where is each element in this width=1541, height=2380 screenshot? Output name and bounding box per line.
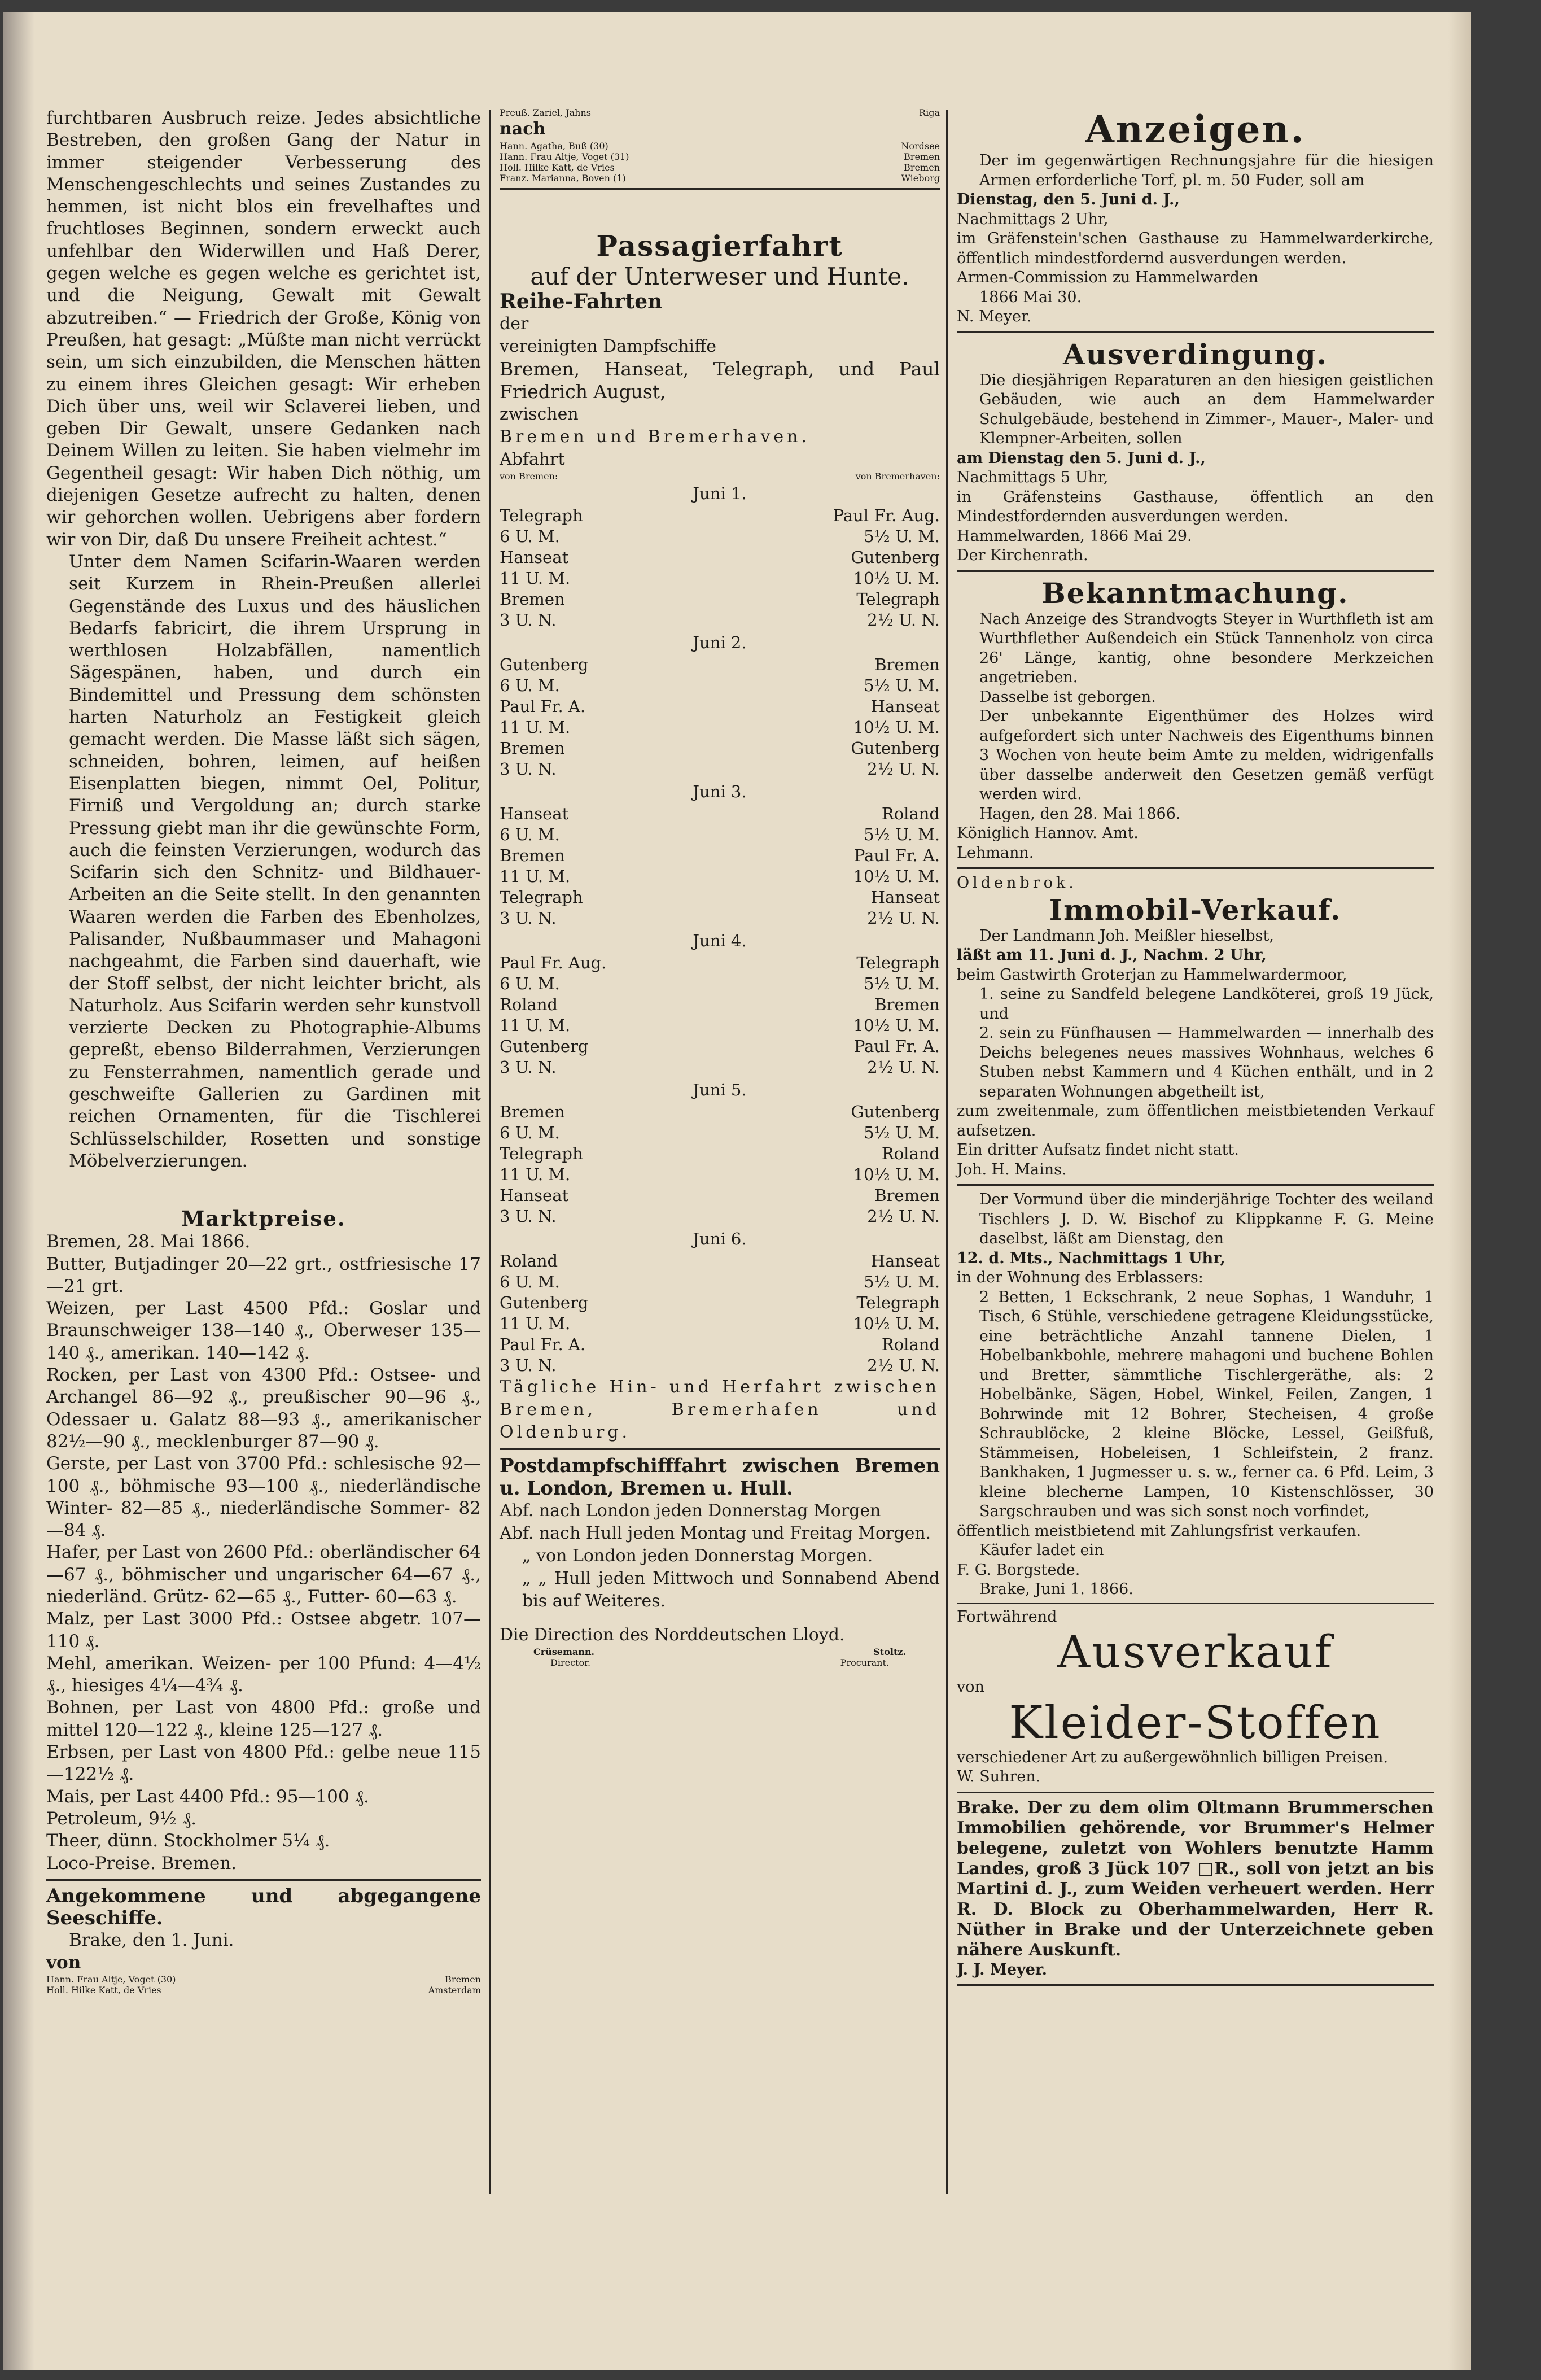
schedule-bremerhaven: 5½ U. M.	[864, 1272, 940, 1291]
schedule-bremerhaven: Telegraph	[856, 1293, 940, 1312]
market-item: Gerste, per Last von 3700 Pfd.: schlesische 92—100 ₰., böhmische 93—100 ₰., niederländische Winter- 82—85 ₰., niederländische Sommer- 82—84 ₰.	[46, 1453, 481, 1541]
schedule-bremerhaven: Gutenberg	[851, 1102, 940, 1121]
ausv-place: in Gräfensteins Gasthause, öffentlich an den Mindestfordernden ausverdungen werden.	[957, 488, 1434, 525]
schedule-bremerhaven: Bremen	[874, 655, 940, 674]
divider	[957, 1984, 1434, 1986]
schedule-bremerhaven: 5½ U. M.	[864, 676, 940, 695]
reihe-fahrten: Reihe-Fahrten	[500, 290, 663, 313]
divider	[957, 331, 1434, 333]
market-item: Butter, Butjadinger 20—22 grt., ostfriesische 17—21 grt.	[46, 1254, 481, 1296]
abfahrt-label: Abfahrt	[500, 449, 565, 469]
schedule-bremen: Hanseat	[500, 1186, 569, 1205]
schedule-row	[500, 1185, 940, 1206]
schedule-row	[500, 953, 940, 973]
direction: Die Direction des Norddeutschen Lloyd.	[500, 1625, 845, 1645]
schedule-row	[500, 1036, 940, 1057]
page-edge	[1448, 12, 1471, 2370]
schedule-bremen: 11 U. M.	[500, 569, 571, 588]
ship-name: Hann. Agatha, Buß (30)	[500, 141, 608, 151]
schedule-bremen: 3 U. N.	[500, 1207, 557, 1226]
schedule-bremerhaven: 2½ U. N.	[867, 909, 940, 928]
schedule-bremerhaven: 5½ U. M.	[864, 974, 940, 993]
vereinigten-label: vereinigten Dampfschiffe	[500, 337, 717, 356]
column-2	[500, 107, 940, 1668]
article-scifarin: Unter dem Namen Scifarin-Waaren werden seit Kurzem in Rhein-Preußen allerlei Gegenstände des Luxus und des häuslichen Bedarfs fabricirt, die ihrem Ursprung in werthlosen Holzabfällen, namentlich Sägespänen, haben, und durch ein Bindemittel und Pressung dem schönsten harten Naturholz an Festigkeit gleich gemacht werden. Die Masse läßt sich sägen, schneiden, bohren, leimen, auf heißen Eisenplatten biegen, nimmt Oel, Politur, Firniß und Vergoldung an; durch starke Pressung giebt man ihr die gewünschte Form, auch die feinsten Verzierungen, wodurch das Scifarin sich den Schnitz- und Bildhauer-Arbeiten an die Seite stellt. In den genannten Waaren werden die Farben des Ebenholzes, Palisander, Nußbaummaser und Mahagoni nachgeahmt, die Farben sind dauerhaft, wie der Stoff selbst, der nicht leichter bricht, als Naturholz. Aus Scifarin werden sehr kunstvoll verzierte Decken zu Photographie-Albums gepreßt, ebenso Bilderrahmen, Verzierungen zu Fensterrahmen, namentlich gerade und geschweifte Gallerien zu Gardinen mit reichen Ornamenten, für die Tischlerei Schlüsselschilder, Rosetten und sonstige Möbelverzierungen.	[69, 551, 481, 1171]
imm-text: beim Gastwirth Groterjan zu Hammelwardermoor,	[957, 966, 1347, 984]
schedule-bremerhaven: Paul Fr. Aug.	[833, 506, 940, 525]
schedule-bremerhaven: Roland	[881, 1144, 940, 1163]
ship-port: Bremen	[445, 1974, 481, 1985]
schedule-bremerhaven: Telegraph	[856, 953, 940, 972]
binding-shadow	[3, 12, 34, 2370]
schedule-row	[500, 1206, 940, 1227]
schedule-bremen: 3 U. N.	[500, 909, 557, 928]
schedule-bremerhaven: Gutenberg	[851, 548, 940, 567]
schedule-bremerhaven: 10½ U. M.	[853, 718, 940, 737]
schedule-row	[500, 1251, 940, 1272]
schedule-row	[500, 568, 940, 589]
schedule-row	[500, 1313, 940, 1334]
schedule-bremen: Gutenberg	[500, 1293, 589, 1312]
bekanntmachung-title: Bekanntmachung.	[1041, 576, 1349, 610]
schedule-day: Juni 1.	[693, 484, 747, 503]
schedule-bremen: Bremen	[500, 739, 565, 758]
schedule-day: Juni 4.	[693, 931, 747, 950]
sign-director: Crüsemann.	[533, 1647, 595, 1657]
ausv-sign: Der Kirchenrath.	[957, 547, 1088, 564]
schedule-day: Juni 5.	[693, 1080, 747, 1099]
schedule-bremen: 11 U. M.	[500, 718, 571, 737]
ship-port: Nordsee	[901, 141, 940, 151]
ships-title: Angekommene und abgegangene Seeschiffe.	[46, 1884, 481, 1930]
ship-name: Hann. Frau Altje, Voget (31)	[500, 151, 629, 162]
route: Bremen und Bremerhaven.	[500, 427, 811, 447]
divider	[957, 1603, 1434, 1604]
schedule-row	[500, 526, 940, 547]
schedule-bremerhaven: Roland	[881, 804, 940, 823]
ship-row	[500, 107, 940, 118]
schedule-bremen: Telegraph	[500, 1144, 583, 1163]
vorm-end: öffentlich meistbietend mit Zahlungsfrist verkaufen.	[957, 1522, 1361, 1540]
divider	[957, 867, 1434, 869]
vorm-kaufer: Käufer ladet ein	[979, 1541, 1104, 1559]
divider	[46, 1879, 481, 1881]
schedule-bremen: 3 U. N.	[500, 1356, 557, 1375]
schedule-bremerhaven: Paul Fr. A.	[853, 846, 940, 865]
schedule-bremerhaven: 5½ U. M.	[864, 527, 940, 546]
ship-name: Preuß. Zariel, Jahns	[500, 107, 591, 118]
divider	[500, 1448, 940, 1450]
schedule-bremerhaven: 2½ U. N.	[867, 1058, 940, 1077]
schedule-bremen: 6 U. M.	[500, 676, 560, 695]
ship-row	[500, 162, 940, 173]
ausverdingung-title: Ausverdingung.	[1063, 337, 1328, 371]
bek-text: Nach Anzeige des Strandvogts Steyer in Wurthfleth ist am Wurthflether Außendeich ein Stück Tannenholz von circa 26' Länge, kantig, ohne besondere Merkzeichen angetrieben.	[979, 610, 1434, 686]
post-title: Postdampfschifffahrt zwischen Bremen u. London, Bremen u. Hull.	[500, 1455, 940, 1500]
der-label: der	[500, 314, 529, 334]
bek-amt: Königlich Hannov. Amt.	[957, 824, 1139, 842]
ship-port: Wieborg	[901, 173, 940, 184]
schedule-row	[500, 505, 940, 526]
schedule-day: Juni 3.	[693, 782, 747, 801]
ship-row	[500, 151, 940, 162]
schedule-row	[500, 654, 940, 675]
schedule-row	[500, 717, 940, 738]
schedule-row	[500, 675, 940, 696]
bek-dated: Hagen, den 28. Mai 1866.	[979, 805, 1181, 823]
column-rule-2	[946, 110, 948, 2194]
schedule-bremerhaven: Bremen	[874, 995, 940, 1014]
schedule-bremen: Paul Fr. Aug.	[500, 953, 607, 972]
schedule-bremerhaven: Bremen	[874, 1186, 940, 1205]
schedule-bremerhaven: 2½ U. N.	[867, 759, 940, 779]
schedule-bremerhaven: 5½ U. M.	[864, 825, 940, 844]
schedule-bremen: Roland	[500, 995, 558, 1014]
schedule-bremerhaven: 10½ U. M.	[853, 569, 940, 588]
schedule-bremerhaven: Roland	[881, 1335, 940, 1354]
schedule-bremen: 11 U. M.	[500, 1165, 571, 1184]
schedule-bremen: 6 U. M.	[500, 527, 560, 546]
schedule-row	[500, 887, 940, 908]
ship-row	[46, 1985, 481, 1995]
schedule-row	[500, 1143, 940, 1164]
schedule-row	[500, 994, 940, 1015]
ship-name: Franz. Marianna, Boven (1)	[500, 173, 626, 184]
market-item: Petroleum, 9½ ₰.	[46, 1808, 197, 1829]
divider	[957, 570, 1434, 572]
ship-port: Amsterdam	[428, 1985, 481, 1996]
schedule-bremen: Gutenberg	[500, 655, 589, 674]
market-list	[46, 1254, 481, 1853]
imm-item: 2. sein zu Fünfhausen — Hammelwarden — innerhalb des Deichs belegenes neues massives Wohnhaus, welches 6 Stuben nebst Kammern und 4 Küchen enthält, und in 2 separaten Wohnungen abgetheilt ist,	[979, 1024, 1434, 1101]
schedule-row	[500, 1292, 940, 1313]
schedule-row	[500, 1057, 940, 1078]
role-procurant: Procurant.	[840, 1657, 889, 1668]
kleider-title: Kleider-Stoffen	[1009, 1696, 1382, 1749]
post-line: „ von London jeden Donnerstag Morgen.	[522, 1546, 873, 1566]
zwischen-label: zwischen	[500, 404, 579, 424]
schedule-row	[500, 610, 940, 631]
vorm-date: 12. d. Mts., Nachmittags 1 Uhr,	[957, 1249, 1225, 1267]
from-bremen: von Bremen:	[500, 471, 558, 482]
article-freedom: furchtbaren Ausbruch reize. Jedes absichtliche Bestreben, den großen Gang der Natur in immer steigender Verbesserung des Menschengeschlechts und seines Zustandes zu hemmen, ist nicht blos ein frevelhaftes und fruchtloses Beginnen, sondern erweckt auch unfehlbar den Widerwillen und Haß Derer, gegen welche es gegen welche es gerichtet ist, und die Neigung, Gewalt mit Gewalt abzutreiben.“ — Friedrich der Große, König von Preußen, hat gesagt: „Müßte man nicht verrückt sein, um sich einzubilden, die Menschen hätten zu einem ihres Gleichen gesagt: Wir erheben Dich über uns, weil wir Sclaverei lieben, und geben Dir Gewalt, unsere Gedanken nach Deinem Willen zu leiten. Sie haben vielmehr im Gegentheil gesagt: Wir haben Dich nöthig, um diejenigen Gesetze aufrecht zu halten, denen wir gehorchen wollen. Uebrigens aber fordern wir von Dir, daß Du unsere Freiheit achtest.“	[46, 108, 481, 550]
ship-names: Bremen, Hanseat, Telegraph, und Paul Friedrich August,	[500, 358, 940, 403]
schedule-bremen: 11 U. M.	[500, 867, 571, 886]
from-bremerhaven: von Bremerhaven:	[855, 471, 940, 482]
bek-text3: Der unbekannte Eigenthümer des Holzes wird aufgefordert sich unter Nachweis des Eigenthums binnen 3 Wochen von heute beim Amte zu melden, widrigenfalls über dasselbe anderweit den Gesetzen gemäß verfügt werden wird.	[979, 708, 1434, 803]
torf-date: Dienstag, den 5. Juni d. J.,	[957, 191, 1180, 208]
schedule-bremerhaven: Hanseat	[870, 697, 940, 716]
ship-port: Bremen	[904, 151, 940, 162]
schedule-row	[500, 803, 940, 824]
schedule-bremerhaven: 2½ U. N.	[867, 1356, 940, 1375]
market-title: Marktpreise.	[181, 1206, 346, 1232]
imm-third: Ein dritter Aufsatz findet nicht statt.	[957, 1141, 1239, 1159]
passage-subtitle: auf der Unterweser und Hunte.	[530, 263, 909, 290]
post-line: Abf. nach London jeden Donnerstag Morgen	[500, 1501, 881, 1521]
schedule-bremerhaven: 10½ U. M.	[853, 1165, 940, 1184]
ship-name: Holl. Hilke Katt, de Vries	[46, 1985, 161, 1996]
market-item: Mehl, amerikan. Weizen- per 100 Pfund: 4—4½ ₰., hiesiges 4¼—4¾ ₰.	[46, 1653, 481, 1696]
torf-time: Nachmittags 2 Uhr,	[957, 210, 1109, 228]
von-label: von	[957, 1678, 984, 1696]
schedule-row	[500, 547, 940, 568]
schedule-row	[500, 738, 940, 759]
schedule-bremen: 3 U. N.	[500, 1058, 557, 1077]
passage-title: Passagierfahrt	[596, 229, 843, 263]
schedule	[500, 484, 940, 1376]
schedule-bremen: Paul Fr. A.	[500, 1335, 586, 1354]
schedule-row	[500, 1355, 940, 1376]
schedule-bremen: 6 U. M.	[500, 974, 560, 993]
torf-text: Der im gegenwärtigen Rechnungsjahre für die hiesigen Armen erforderliche Torf, pl. m. 50 Fuder, soll am	[979, 152, 1434, 189]
kleider-text: verschiedener Art zu außergewöhnlich billigen Preisen.	[957, 1748, 1389, 1766]
market-item: Erbsen, per Last von 4800 Pfd.: gelbe neue 115—122½ ₰.	[46, 1742, 481, 1785]
market-item: Mais, per Last 4400 Pfd.: 95—100 ₰.	[46, 1786, 369, 1807]
schedule-bremerhaven: 10½ U. M.	[853, 1314, 940, 1333]
imm-sign: Joh. H. Mains.	[957, 1160, 1067, 1178]
schedule-bremerhaven: Gutenberg	[851, 739, 940, 758]
divider	[957, 1792, 1434, 1793]
ausv-date: am Dienstag den 5. Juni d. J.,	[957, 449, 1206, 467]
schedule-row	[500, 866, 940, 887]
torf-place: im Gräfenstein'schen Gasthause zu Hammelwarderkirche, öffentlich mindestfordernd ausverdungen werden.	[957, 230, 1434, 267]
roles	[500, 1657, 940, 1668]
post-line: Abf. nach Hull jeden Montag und Freitag Morgen.	[500, 1523, 931, 1543]
daily-trip: Tägliche Hin- und Herfahrt zwischen Bremen, Bremerhafen und Oldenburg.	[500, 1377, 940, 1442]
schedule-day: Juni 6.	[693, 1229, 747, 1248]
schedule-bremen: 6 U. M.	[500, 825, 560, 844]
ausv-text: Die diesjährigen Reparaturen an den hiesigen geistlichen Gebäuden, wie auch an dem Hammelwarder Schulgebäude, bestehend in Zimmer-, Mauer-, Maler- und Klempner-Arbeiten, sollen	[979, 371, 1434, 447]
kleider-sign: W. Suhren.	[957, 1768, 1041, 1785]
sign-procurant: Stoltz.	[873, 1647, 906, 1657]
schedule-bremen: Bremen	[500, 846, 565, 865]
schedule-row	[500, 973, 940, 994]
schedule-bremen: 11 U. M.	[500, 1314, 571, 1333]
ship-port: Bremen	[904, 162, 940, 173]
schedule-bremen: Bremen	[500, 1102, 565, 1121]
ship-row	[46, 1974, 481, 1985]
signatures	[500, 1647, 940, 1657]
schedule-bremen: Bremen	[500, 589, 565, 609]
vorm-text2: in der Wohnung des Erblassers:	[957, 1269, 1203, 1286]
schedule-bremerhaven: Telegraph	[856, 589, 940, 609]
schedule-bremen: Telegraph	[500, 888, 583, 907]
market-item: Bohnen, per Last von 4800 Pfd.: große und mittel 120—122 ₰., kleine 125—127 ₰.	[46, 1697, 481, 1740]
anzeigen-title: Anzeigen.	[1085, 107, 1306, 151]
imm-place: Oldenbrok.	[957, 874, 1077, 892]
ship-port: Riga	[919, 107, 940, 118]
post-line: „ „ Hull jeden Mittwoch und Sonnabend Abend bis auf Weiteres.	[522, 1569, 940, 1611]
schedule-bremen: Gutenberg	[500, 1037, 589, 1056]
torf-commission: Armen-Commission zu Hammelwarden	[957, 269, 1259, 286]
brake-dated: Brake, Juni 1. 1866.	[979, 1580, 1133, 1598]
ship-row	[500, 141, 940, 151]
loco-prices: Loco-Preise. Bremen.	[46, 1853, 237, 1874]
torf-dated: 1866 Mai 30.	[979, 288, 1082, 306]
schedule-row	[500, 1102, 940, 1123]
bek-sign: Lehmann.	[957, 844, 1034, 862]
schedule-bremen: 11 U. M.	[500, 1016, 571, 1035]
schedule-bremen: Telegraph	[500, 506, 583, 525]
schedule-bremerhaven: 10½ U. M.	[853, 1016, 940, 1035]
ship-name: Hann. Frau Altje, Voget (30)	[46, 1974, 176, 1985]
bek-text2: Dasselbe ist geborgen.	[979, 688, 1156, 706]
schedule-row	[500, 589, 940, 610]
schedule-row	[500, 1334, 940, 1355]
schedule-row	[500, 1015, 940, 1036]
role-director: Director.	[550, 1657, 591, 1668]
imm-item: 1. seine zu Sandfeld belegene Landköterei, groß 19 Jück, und	[979, 985, 1434, 1023]
market-item: Theer, dünn. Stockholmer 5¼ ₰.	[46, 1831, 330, 1851]
vorm-sign: F. G. Borgstede.	[957, 1561, 1080, 1579]
schedule-bremen: Hanseat	[500, 548, 569, 567]
imm-intro: Der Landmann Joh. Meißler hieselbst,	[979, 927, 1274, 945]
schedule-row	[500, 1123, 940, 1143]
schedule-day: Juni 2.	[693, 633, 747, 652]
market-item: Weizen, per Last 4500 Pfd.: Goslar und Braunschweiger 138—140 ₰., Oberweser 135—140 ₰., amerikan. 140—142 ₰.	[46, 1298, 481, 1363]
schedule-bremerhaven: 2½ U. N.	[867, 610, 940, 630]
immobil-title: Immobil-Verkauf.	[1049, 893, 1342, 927]
schedule-row	[500, 824, 940, 845]
schedule-bremerhaven: Paul Fr. A.	[853, 1037, 940, 1056]
fortwahrend: Fortwährend	[957, 1608, 1057, 1626]
nach-label: nach	[500, 119, 546, 139]
schedule-bremen: 6 U. M.	[500, 1123, 560, 1142]
schedule-bremerhaven: Hanseat	[870, 888, 940, 907]
ausv-time: Nachmittags 5 Uhr,	[957, 469, 1109, 486]
ships-place: Brake, den 1. Juni.	[69, 1930, 234, 1951]
ships-von: von	[46, 1952, 81, 1973]
market-place: Bremen, 28. Mai 1866.	[46, 1232, 251, 1252]
ausv-dated: Hammelwarden, 1866 Mai 29.	[957, 527, 1192, 545]
meyer-sign: J. J. Meyer.	[957, 1960, 1048, 1979]
schedule-bremerhaven: 2½ U. N.	[867, 1207, 940, 1226]
vorm-text: Der Vormund über die minderjährige Tochter des weiland Tischlers J. D. W. Bischof zu Klippkanne F. G. Meine daselbst, läßt am Dienstag, den	[979, 1191, 1434, 1247]
market-item: Malz, per Last 3000 Pfd.: Ostsee abgetr. 107—110 ₰.	[46, 1609, 481, 1652]
meyer-text: Brake. Der zu dem olim Oltmann Brummerschen Immobilien gehörende, vor Brummer's Helmer belegene, zuletzt von Wohlers benutzte Hamm Landes, groß 3 Jück 107 □R., soll von jetzt an bis Martini d. J., zum Weiden verheuert werden. Herr R. D. Block zu Oberhammelwarden, Herr R. Nüther in Brake und der Unterzeichnete geben nähere Auskunft.	[957, 1797, 1434, 1960]
schedule-row	[500, 908, 940, 929]
schedule-bremen: 3 U. N.	[500, 759, 557, 779]
imm-end: zum zweitenmale, zum öffentlichen meistbietenden Verkauf aufsetzen.	[957, 1102, 1434, 1139]
schedule-bremen: Hanseat	[500, 804, 569, 823]
schedule-bremen: Paul Fr. A.	[500, 697, 586, 716]
schedule-header	[500, 471, 940, 482]
schedule-row	[500, 845, 940, 866]
schedule-bremerhaven: 5½ U. M.	[864, 1123, 940, 1142]
schedule-row	[500, 696, 940, 717]
schedule-bremen: Roland	[500, 1251, 558, 1270]
ship-row	[500, 173, 940, 184]
column-3	[957, 107, 1434, 1990]
market-item: Hafer, per Last von 2600 Pfd.: oberländischer 64—67 ₰., böhmischer und ungarischer 64—67 ₰., niederländ. Grütz- 62—65 ₰., Futter- 60—63 ₰.	[46, 1542, 481, 1607]
schedule-bremen: 3 U. N.	[500, 610, 557, 630]
market-item: Rocken, per Last von 4300 Pfd.: Ostsee- und Archangel 86—92 ₰., preußischer 90—96 ₰., Odessaer u. Galatz 88—93 ₰., amerikanischer 82½—90 ₰., mecklenburger 87—90 ₰.	[46, 1365, 481, 1452]
ausverkauf-title: Ausverkauf	[1057, 1626, 1333, 1678]
schedule-bremen: 6 U. M.	[500, 1272, 560, 1291]
imm-date: läßt am 11. Juni d. J., Nachm. 2 Uhr,	[957, 946, 1267, 964]
ship-name: Holl. Hilke Katt, de Vries	[500, 162, 615, 173]
torf-sign: N. Meyer.	[957, 308, 1032, 325]
schedule-row	[500, 759, 940, 780]
schedule-row	[500, 1272, 940, 1292]
column-1	[46, 107, 481, 1995]
divider	[957, 1184, 1434, 1186]
schedule-bremerhaven: Hanseat	[870, 1251, 940, 1270]
divider	[500, 188, 940, 190]
vorm-list: 2 Betten, 1 Eckschrank, 2 neue Sophas, 1 Wanduhr, 1 Tisch, 6 Stühle, verschiedene getragene Kleidungsstücke, eine beträchtliche Anzahl tannene Dielen, 1 Hobelbankbohle, mehrere mahagoni und buchene Bohlen und Bretter, sämmtliche Tischlergeräthe, als: 2 Hobelbänke, Sägen, Hobel, Winkel, Feilen, Zangen, 1 Bohrwinde mit 12 Bohrer, Stecheisen, 4 große Schraublöcke, 2 kleine Blöcke, Lessel, Geißfuß, Stämmeisen, Hobeleisen, 1 Schleifstein, 2 franz. Bankhaken, 1 Jugmesser u. s. w., ferner ca. 6 Pfd. Leim, 3 kleine blecherne Lampen, 10 Kistenschlösser, 30 Sargschrauben und was sich sonst noch vorfindet,	[979, 1288, 1434, 1520]
schedule-bremerhaven: 10½ U. M.	[853, 867, 940, 886]
column-rule-1	[489, 110, 491, 2194]
schedule-row	[500, 1164, 940, 1185]
